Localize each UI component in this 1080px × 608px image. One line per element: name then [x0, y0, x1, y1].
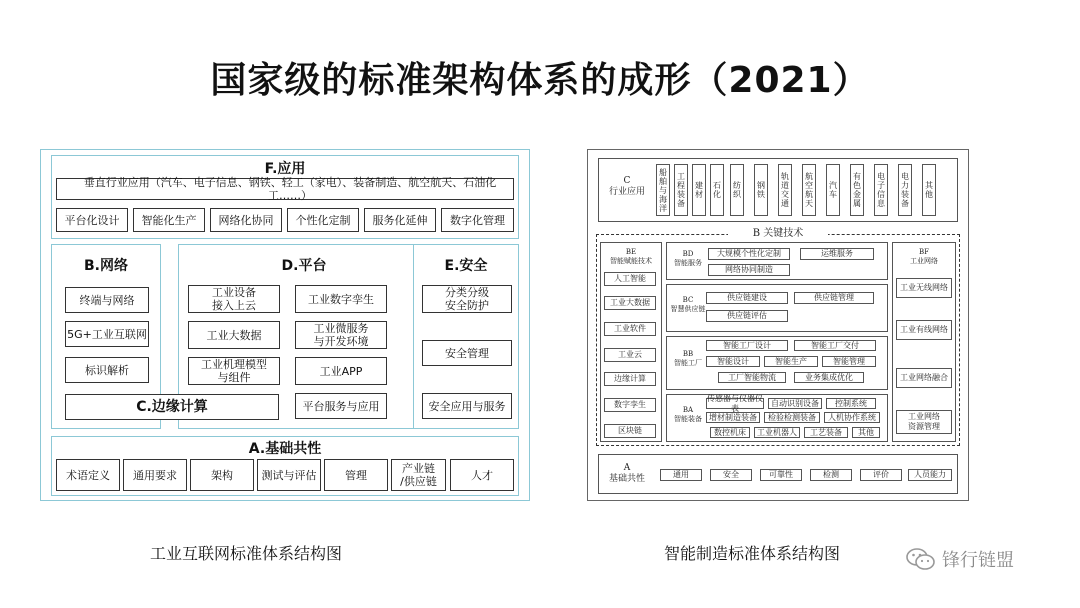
bb-item: 智能工厂设计 — [706, 340, 788, 351]
bc-item: 供应链评估 — [706, 310, 788, 322]
watermark-text: 锋行链盟 — [942, 550, 1014, 571]
c-industry-label: C 行业应用 — [608, 176, 645, 197]
a-item: 产业链 /供应链 — [391, 459, 446, 491]
b-item: 标识解析 — [65, 357, 149, 383]
be-item: 边缘计算 — [604, 372, 656, 386]
b-item: 终端与网络 — [65, 287, 149, 313]
left-diagram-caption: 工业互联网标准体系结构图 — [150, 544, 343, 563]
ba-item: 检验检测装备 — [764, 412, 820, 423]
be-item: 人工智能 — [604, 272, 656, 286]
bd-label: BD 智能服务 — [674, 250, 702, 267]
a-item: 人员能力 — [908, 469, 952, 481]
section-a-foundation — [51, 436, 519, 496]
c-item: 有 色 金 属 — [850, 164, 864, 216]
watermark — [906, 546, 1014, 572]
c-item: 船 舶 与 海 洋 — [656, 164, 670, 216]
c-item: 石 化 — [710, 164, 724, 216]
industrial-internet-standard-diagram — [40, 149, 530, 501]
a-item: 评价 — [860, 469, 902, 481]
section-e-title: E.安全 — [444, 258, 488, 274]
d-item: 工业机理模型 与组件 — [188, 357, 280, 385]
bb-item: 智能设计 — [706, 356, 760, 367]
bd-item: 运维服务 — [800, 248, 874, 260]
f-item: 数字化管理 — [441, 208, 514, 232]
c-item: 其 他 — [922, 164, 936, 216]
c-item: 电 力 装 备 — [898, 164, 912, 216]
a-item: 管理 — [324, 459, 388, 491]
bb-item: 智能工厂交付 — [794, 340, 876, 351]
section-b-title: B.网络 — [84, 258, 128, 274]
d-item: 工业设备 接入上云 — [188, 285, 280, 313]
bb-label: BB 智能工厂 — [674, 350, 702, 367]
bb-item: 智能管理 — [822, 356, 876, 367]
a-item: 通用 — [660, 469, 702, 481]
bf-item: 工业无线网络 — [896, 278, 952, 298]
bf-label: BF 工业网络 — [910, 248, 938, 265]
c-item: 航 空 航 天 — [802, 164, 816, 216]
be-item: 数字孪生 — [604, 398, 656, 412]
c-item: 电 子 信 息 — [874, 164, 888, 216]
section-e-security — [413, 244, 519, 429]
f-item: 个性化定制 — [287, 208, 359, 232]
d-item: 工业微服务 与开发环境 — [295, 321, 387, 349]
b-key-tech-label: B 关键技术 — [728, 228, 828, 239]
ba-label: BA 智能装备 — [674, 406, 702, 423]
ba-item: 传感器与仪器仪表 — [707, 393, 763, 413]
c-item: 轨 道 交 通 — [778, 164, 792, 216]
ba-item: 工业机器人 — [754, 427, 800, 438]
ba-item: 数控机床 — [710, 427, 750, 438]
a-item: 可靠性 — [760, 469, 802, 481]
b-item: 5G+工业互联网 — [65, 321, 149, 347]
section-d-title: D.平台 — [281, 258, 327, 274]
be-item: 工业大数据 — [604, 296, 656, 310]
ba-item: 增材制造装备 — [706, 412, 760, 423]
d-item: 平台服务与应用 — [295, 393, 387, 419]
bb-item: 智能生产 — [764, 356, 818, 367]
a-item: 安全 — [710, 469, 752, 481]
ba-item: 自动识别设备 — [768, 398, 822, 409]
ba-item: 工艺装备 — [804, 427, 848, 438]
bf-item: 工业网络 资源管理 — [896, 410, 952, 434]
d-item: 工业APP — [295, 357, 387, 385]
e-item: 分类分级 安全防护 — [422, 285, 512, 313]
a-item: 测试与评估 — [257, 459, 321, 491]
a-foundation-label: A 基础共性 — [608, 463, 645, 484]
section-a-title: A.基础共性 — [248, 441, 322, 457]
c-item: 纺 织 — [730, 164, 744, 216]
a-item: 通用要求 — [123, 459, 187, 491]
bb-item: 工厂智能物流 — [718, 372, 786, 383]
bd-item: 大规模个性化定制 — [708, 248, 790, 260]
f-item: 智能化生产 — [133, 208, 205, 232]
right-diagram-caption: 智能制造标准体系结构图 — [664, 544, 841, 563]
a-item: 人才 — [450, 459, 514, 491]
section-f-title: F.应用 — [264, 161, 306, 177]
bc-item: 供应链建设 — [706, 292, 788, 304]
ba-item: 其他 — [852, 427, 880, 438]
be-label: BE 智能赋能技术 — [610, 248, 652, 265]
be-item: 工业云 — [604, 348, 656, 362]
bc-item: 供应链管理 — [794, 292, 874, 304]
d-item: 工业大数据 — [188, 321, 280, 349]
c-item: 工 程 装 备 — [674, 164, 688, 216]
f-item: 网络化协同 — [210, 208, 282, 232]
bc-label: BC 智慧供应链 — [670, 296, 706, 313]
bf-item: 工业有线网络 — [896, 320, 952, 340]
wechat-icon — [906, 547, 936, 571]
smart-manufacturing-standard-diagram — [587, 149, 969, 501]
page-title: 国家级的标准架构体系的成形（2021） — [210, 60, 870, 101]
ba-item: 控制系统 — [826, 398, 876, 409]
vertical-industry-box: 垂直行业应用（汽车、电子信息、钢铁、轻工（家电）、装备制造、航空航天、石油化工……） — [56, 178, 514, 200]
ba-item: 人机协作系统 — [824, 412, 880, 423]
bf-item: 工业网络融合 — [896, 368, 952, 388]
bb-item: 业务集成优化 — [794, 372, 864, 383]
e-item: 安全应用与服务 — [422, 393, 512, 419]
bd-item: 网络协同制造 — [708, 264, 790, 276]
f-item: 服务化延伸 — [364, 208, 436, 232]
a-item: 检测 — [810, 469, 852, 481]
a-item: 术语定义 — [56, 459, 120, 491]
be-item: 区块链 — [604, 424, 656, 438]
c-item: 建 材 — [692, 164, 706, 216]
be-item: 工业软件 — [604, 322, 656, 336]
d-item: 工业数字孪生 — [295, 285, 387, 313]
f-item: 平台化设计 — [56, 208, 128, 232]
c-item: 汽 车 — [826, 164, 840, 216]
e-item: 安全管理 — [422, 340, 512, 366]
section-c-edge-computing: C.边缘计算 — [65, 394, 279, 420]
c-item: 钢 铁 — [754, 164, 768, 216]
section-f-application — [51, 155, 519, 239]
a-item: 架构 — [190, 459, 254, 491]
